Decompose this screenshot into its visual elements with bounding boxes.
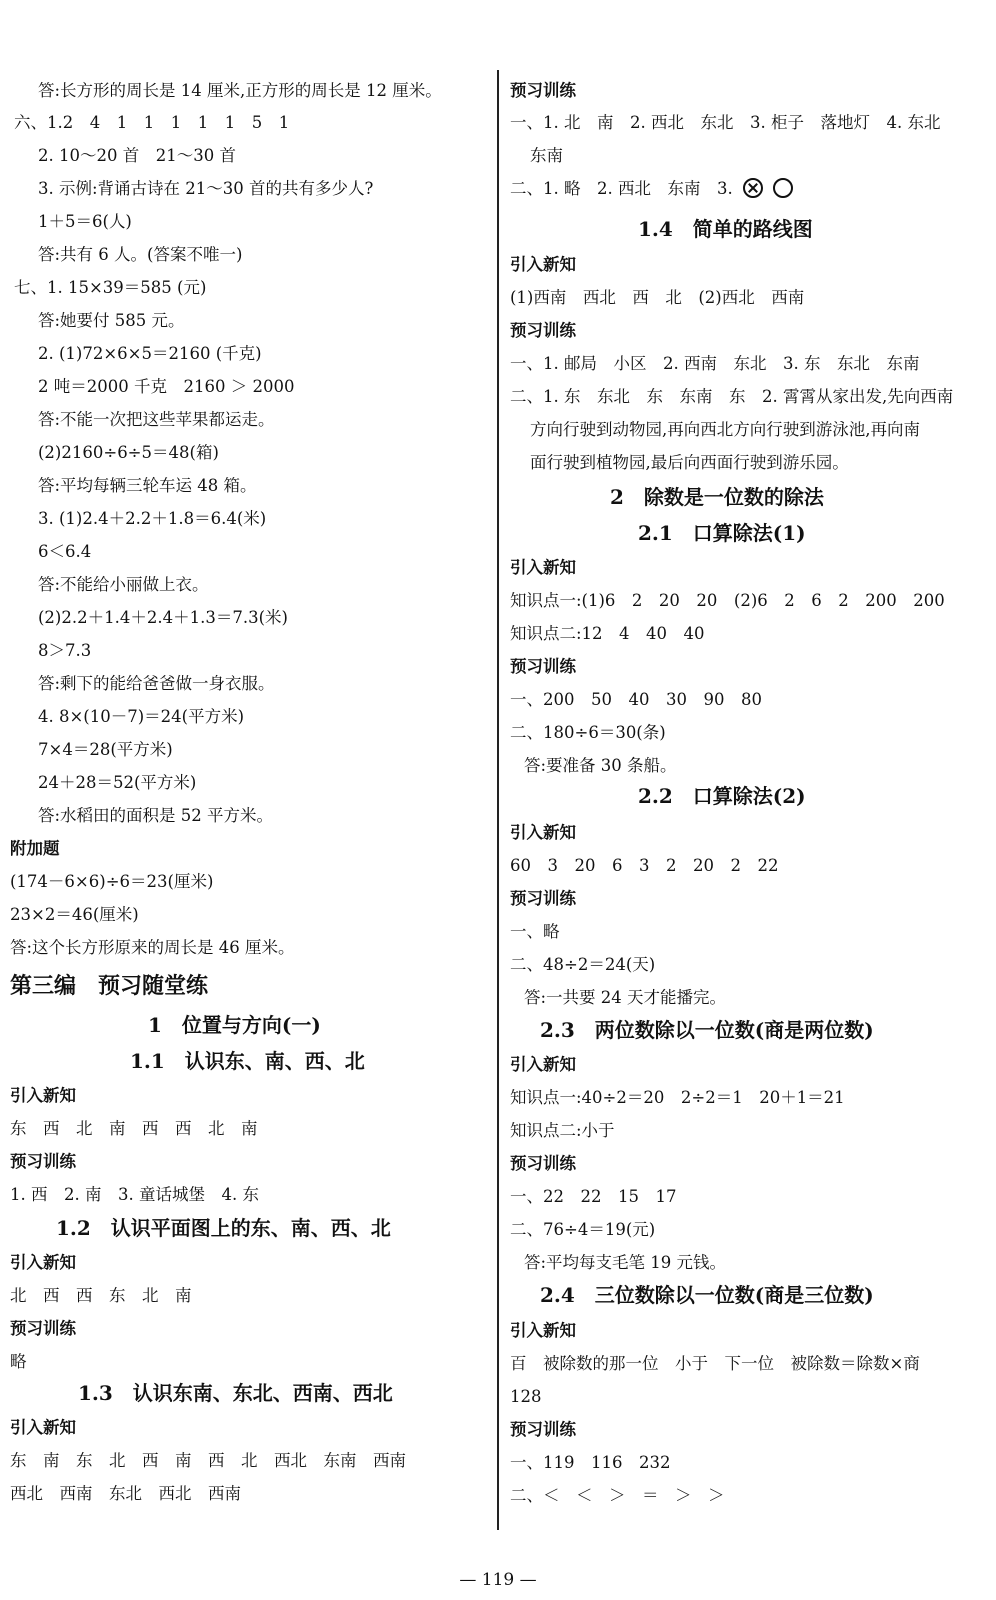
- answer-line: 2. 10～20 首 21～30 首: [38, 146, 236, 165]
- answer-line: 北 西 西 东 北 南: [10, 1286, 192, 1305]
- answer-line: (1)西南 西北 西 北 (2)西北 西南: [510, 288, 805, 307]
- answer-line: 答:平均每支毛笔 19 元钱。: [524, 1253, 727, 1272]
- answer-line: 一、22 22 15 17: [510, 1187, 677, 1206]
- answer-line: 答:共有 6 人。(答案不唯一): [38, 245, 243, 264]
- answer-line-circles: [510, 178, 793, 200]
- column-divider: [497, 70, 499, 1530]
- subsection-label: 引入新知: [510, 558, 576, 577]
- answer-line: 答:不能一次把这些苹果都运走。: [38, 410, 275, 429]
- section-heading: 1.3 认识东南、东北、西南、西北: [78, 1381, 393, 1405]
- answer-line: 7×4＝28(平方米): [38, 740, 173, 759]
- answer-line: 24＋28＝52(平方米): [38, 773, 197, 792]
- answer-line: 一、1. 邮局 小区 2. 西南 东北 3. 东 东北 东南: [510, 354, 920, 373]
- answer-line: 答:平均每辆三轮车运 48 箱。: [38, 476, 257, 495]
- subsection-label: 引入新知: [10, 1418, 76, 1437]
- answer-text: 二、1. 略 2. 西北 东南 3.: [510, 179, 733, 198]
- subsection-label: 预习训练: [510, 657, 576, 676]
- answer-line: 3. (1)2.4＋2.2＋1.8＝6.4(米): [38, 509, 267, 528]
- answer-line: 4. 8×(10－7)＝24(平方米): [38, 707, 245, 726]
- subsection-label: 引入新知: [510, 1055, 576, 1074]
- answer-line: 答:长方形的周长是 14 厘米,正方形的周长是 12 厘米。: [38, 81, 442, 100]
- answer-line: 知识点一:(1)6 2 20 20 (2)6 2 6 2 200 200: [510, 591, 945, 610]
- answer-line: 二、76÷4＝19(元): [510, 1220, 656, 1239]
- answer-line: 知识点一:40÷2＝20 2÷2＝1 20＋1＝21: [510, 1088, 845, 1107]
- answer-line: 二、＜ ＜ ＞ ＝ ＞ ＞: [510, 1486, 725, 1505]
- answer-line: 答:这个长方形原来的周长是 46 厘米。: [10, 938, 295, 957]
- subsection-label: 预习训练: [10, 1319, 76, 1338]
- answer-line: 128: [510, 1387, 542, 1406]
- subsection-label: 引入新知: [510, 823, 576, 842]
- subsection-label: 预习训练: [510, 1420, 576, 1439]
- subsection-label: 预习训练: [510, 889, 576, 908]
- answer-line: 一、1. 北 南 2. 西北 东北 3. 柜子 落地灯 4. 东北: [510, 113, 941, 132]
- answer-line: 略: [10, 1352, 27, 1371]
- answer-line: 2 吨＝2000 千克 2160 ＞ 2000: [38, 377, 295, 396]
- answer-line: 知识点二:小于: [510, 1121, 615, 1140]
- answer-line: 一、200 50 40 30 90 80: [510, 690, 762, 709]
- answer-line: 一、119 116 232: [510, 1453, 671, 1472]
- section-heading: 2.4 三位数除以一位数(商是三位数): [540, 1283, 874, 1307]
- crossed-circle-icon: [743, 178, 763, 198]
- answer-line: 答:不能给小丽做上衣。: [38, 575, 209, 594]
- subsection-label: 引入新知: [510, 1321, 576, 1340]
- answer-line: 答:剩下的能给爸爸做一身衣服。: [38, 674, 275, 693]
- subsection-label: 预习训练: [510, 1154, 576, 1173]
- section-heading: 1 位置与方向(一): [148, 1013, 321, 1037]
- answer-line: (174－6×6)÷6＝23(厘米): [10, 872, 214, 891]
- answer-line: 方向行驶到动物园,再向西北方向行驶到游泳池,再向南: [530, 420, 920, 439]
- answer-line: 1. 西 2. 南 3. 童话城堡 4. 东: [10, 1185, 259, 1204]
- section-heading: 1.1 认识东、南、西、北: [130, 1049, 365, 1073]
- answer-line: 西北 西南 东北 西北 西南: [10, 1484, 241, 1503]
- subsection-label: 预习训练: [510, 81, 576, 100]
- subsection-label: 引入新知: [10, 1253, 76, 1272]
- section-heading: 1.2 认识平面图上的东、南、西、北: [56, 1216, 391, 1240]
- answer-line: 2. (1)72×6×5＝2160 (千克): [38, 344, 262, 363]
- answer-line: 一、略: [510, 922, 560, 941]
- answer-line: 东 西 北 南 西 西 北 南: [10, 1119, 258, 1138]
- subsection-label: 预习训练: [10, 1152, 76, 1171]
- subsection-label: 预习训练: [510, 321, 576, 340]
- answer-line: 二、1. 东 东北 东 东南 东 2. 霄霄从家出发,先向西南: [510, 387, 954, 406]
- answer-line: (2)2160÷6÷5＝48(箱): [38, 443, 219, 462]
- answer-line: 60 3 20 6 3 2 20 2 22: [510, 856, 779, 875]
- answer-line: 东南: [530, 146, 563, 165]
- answer-line: 3. 示例:背诵古诗在 21～30 首的共有多少人?: [38, 179, 374, 198]
- section-heading: 2 除数是一位数的除法: [610, 485, 824, 509]
- circle-icon: [773, 178, 793, 198]
- page-number: — 119 —: [459, 1570, 537, 1590]
- subsection-label: 引入新知: [10, 1086, 76, 1105]
- section-heading: 2.1 口算除法(1): [638, 521, 806, 545]
- answer-line: 知识点二:12 4 40 40: [510, 624, 705, 643]
- answer-line: 答:她要付 585 元。: [38, 311, 185, 330]
- answer-line: (2)2.2＋1.4＋2.4＋1.3＝7.3(米): [38, 608, 288, 627]
- answer-line: 答:要准备 30 条船。: [524, 756, 677, 775]
- section-heading: 2.2 口算除法(2): [638, 784, 806, 808]
- section-heading: 1.4 简单的路线图: [638, 217, 813, 241]
- answer-line: 6＜6.4: [38, 542, 92, 561]
- answer-line: 东 南 东 北 西 南 西 北 西北 东南 西南: [10, 1451, 406, 1470]
- answer-line: 答:一共要 24 天才能播完。: [524, 988, 727, 1007]
- part-heading: 第三编 预习随堂练: [10, 973, 209, 999]
- answer-line: 答:水稻田的面积是 52 平方米。: [38, 806, 274, 825]
- answer-line: 8＞7.3: [38, 641, 92, 660]
- answer-line: 1＋5＝6(人): [38, 212, 132, 231]
- subsection-label: 引入新知: [510, 255, 576, 274]
- answer-line: 面行驶到植物园,最后向西面行驶到游乐园。: [530, 453, 849, 472]
- section-heading: 2.3 两位数除以一位数(商是两位数): [540, 1018, 874, 1042]
- answer-line: 二、180÷6＝30(条): [510, 723, 666, 742]
- answer-line: 百 被除数的那一位 小于 下一位 被除数＝除数×商: [510, 1354, 920, 1373]
- answer-line: 23×2＝46(厘米): [10, 905, 139, 924]
- answer-line: 二、48÷2＝24(天): [510, 955, 656, 974]
- subsection-label: 附加题: [10, 839, 60, 858]
- answer-line: 六、1.2 4 1 1 1 1 1 5 1: [14, 113, 290, 132]
- answer-line: 七、1. 15×39＝585 (元): [14, 278, 207, 297]
